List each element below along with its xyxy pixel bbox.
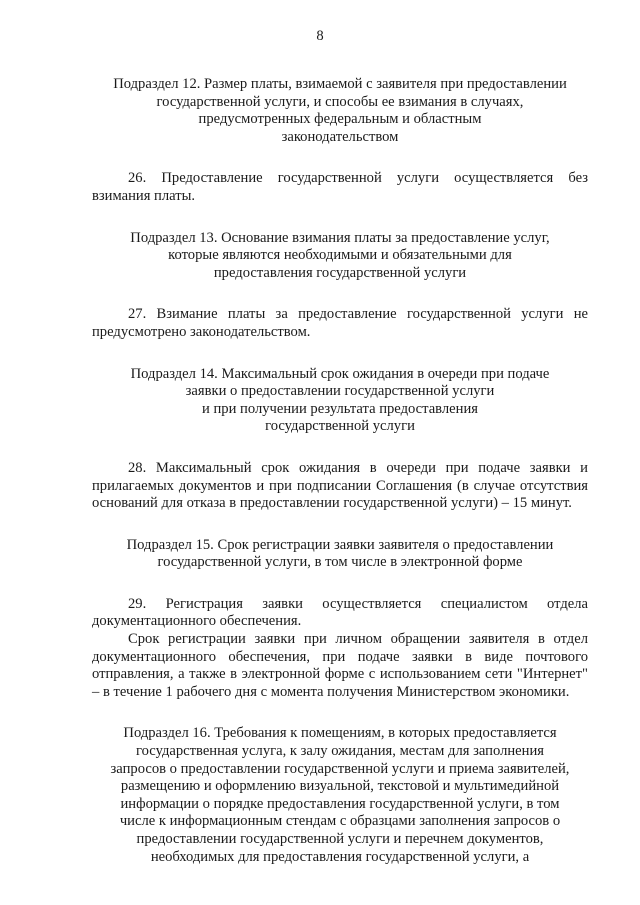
heading-line: которые являются необходимыми и обязательными для: [168, 247, 512, 264]
heading-line: предусмотренных федеральным и областным: [198, 111, 482, 128]
section-heading-15: [92, 537, 588, 572]
section-heading-12: [92, 76, 588, 146]
paragraph-29: 29. Регистрация заявки осуществляется специалистом отдела документационного обеспечения.: [92, 595, 588, 630]
heading-line: и при получении результата предоставления: [202, 400, 478, 417]
heading-line: Подраздел 12. Размер платы, взимаемой с заявителя при предоставлении: [113, 76, 567, 92]
heading-line: числе к информационным стендам с образцами заполнения запросов о: [119, 813, 561, 830]
section-heading-14: [92, 366, 588, 436]
heading-line: информации о порядке предоставления государственной услуги, в том: [120, 795, 560, 812]
paragraph-27: 27. Взимание платы за предоставление государственной услуги не предусмотрено законодательством.: [92, 306, 588, 340]
heading-line: предоставлении государственной услуги и перечнем документов,: [136, 831, 544, 847]
heading-line: государственной услуги: [265, 418, 415, 435]
section-heading-13: [92, 230, 588, 283]
heading-line: государственной услуги, и способы ее взимания в случаях,: [156, 93, 524, 110]
heading-line: запросов о предоставлении государственной услуги и приема заявителей,: [110, 760, 570, 777]
heading-line: Подраздел 13. Основание взимания платы за предоставление услуг,: [130, 229, 550, 246]
heading-line: необходимых для предоставления государственной услуги, а: [150, 848, 530, 865]
heading-line: предоставления государственной услуги: [213, 264, 467, 281]
document-body: [92, 76, 588, 866]
paragraph-29-registration-term: Срок регистрации заявки при личном обращении заявителя в отдел документационного обеспечения, при подаче заявки в виде почтового отправления, а также в электронной форме с использованием сети "Интернет" – в течение 1 рабочего дня с момента получения Министерством экономики.: [92, 631, 588, 700]
heading-line: государственной услуги, в том числе в электронной форме: [157, 554, 523, 571]
heading-line: государственная услуга, к залу ожидания, местам для заполнения: [136, 743, 544, 760]
paragraph-28: 28. Максимальный срок ожидания в очереди при подаче заявки и прилагаемых документов и при подписании Соглашения (в случае отсутствия оснований для отказа в предоставлении государственной услуги) – 15 минут.: [92, 459, 588, 512]
heading-line: Подраздел 15. Срок регистрации заявки заявителя о предоставлении: [126, 536, 554, 553]
page-number: 8: [316, 28, 324, 44]
paragraph-26: 26. Предоставление государственной услуги осуществляется без взимания платы.: [92, 170, 588, 204]
heading-line: законодательством: [281, 128, 399, 145]
heading-line: Подраздел 16. Требования к помещениям, в которых предоставляется: [123, 725, 557, 742]
heading-line: размещению и оформлению визуальной, текстовой и мультимедийной: [120, 778, 560, 795]
heading-line: заявки о предоставлении государственной услуги: [185, 383, 495, 400]
section-heading-16: [92, 725, 588, 866]
heading-line: Подраздел 14. Максимальный срок ожидания в очереди при подаче: [130, 365, 550, 382]
